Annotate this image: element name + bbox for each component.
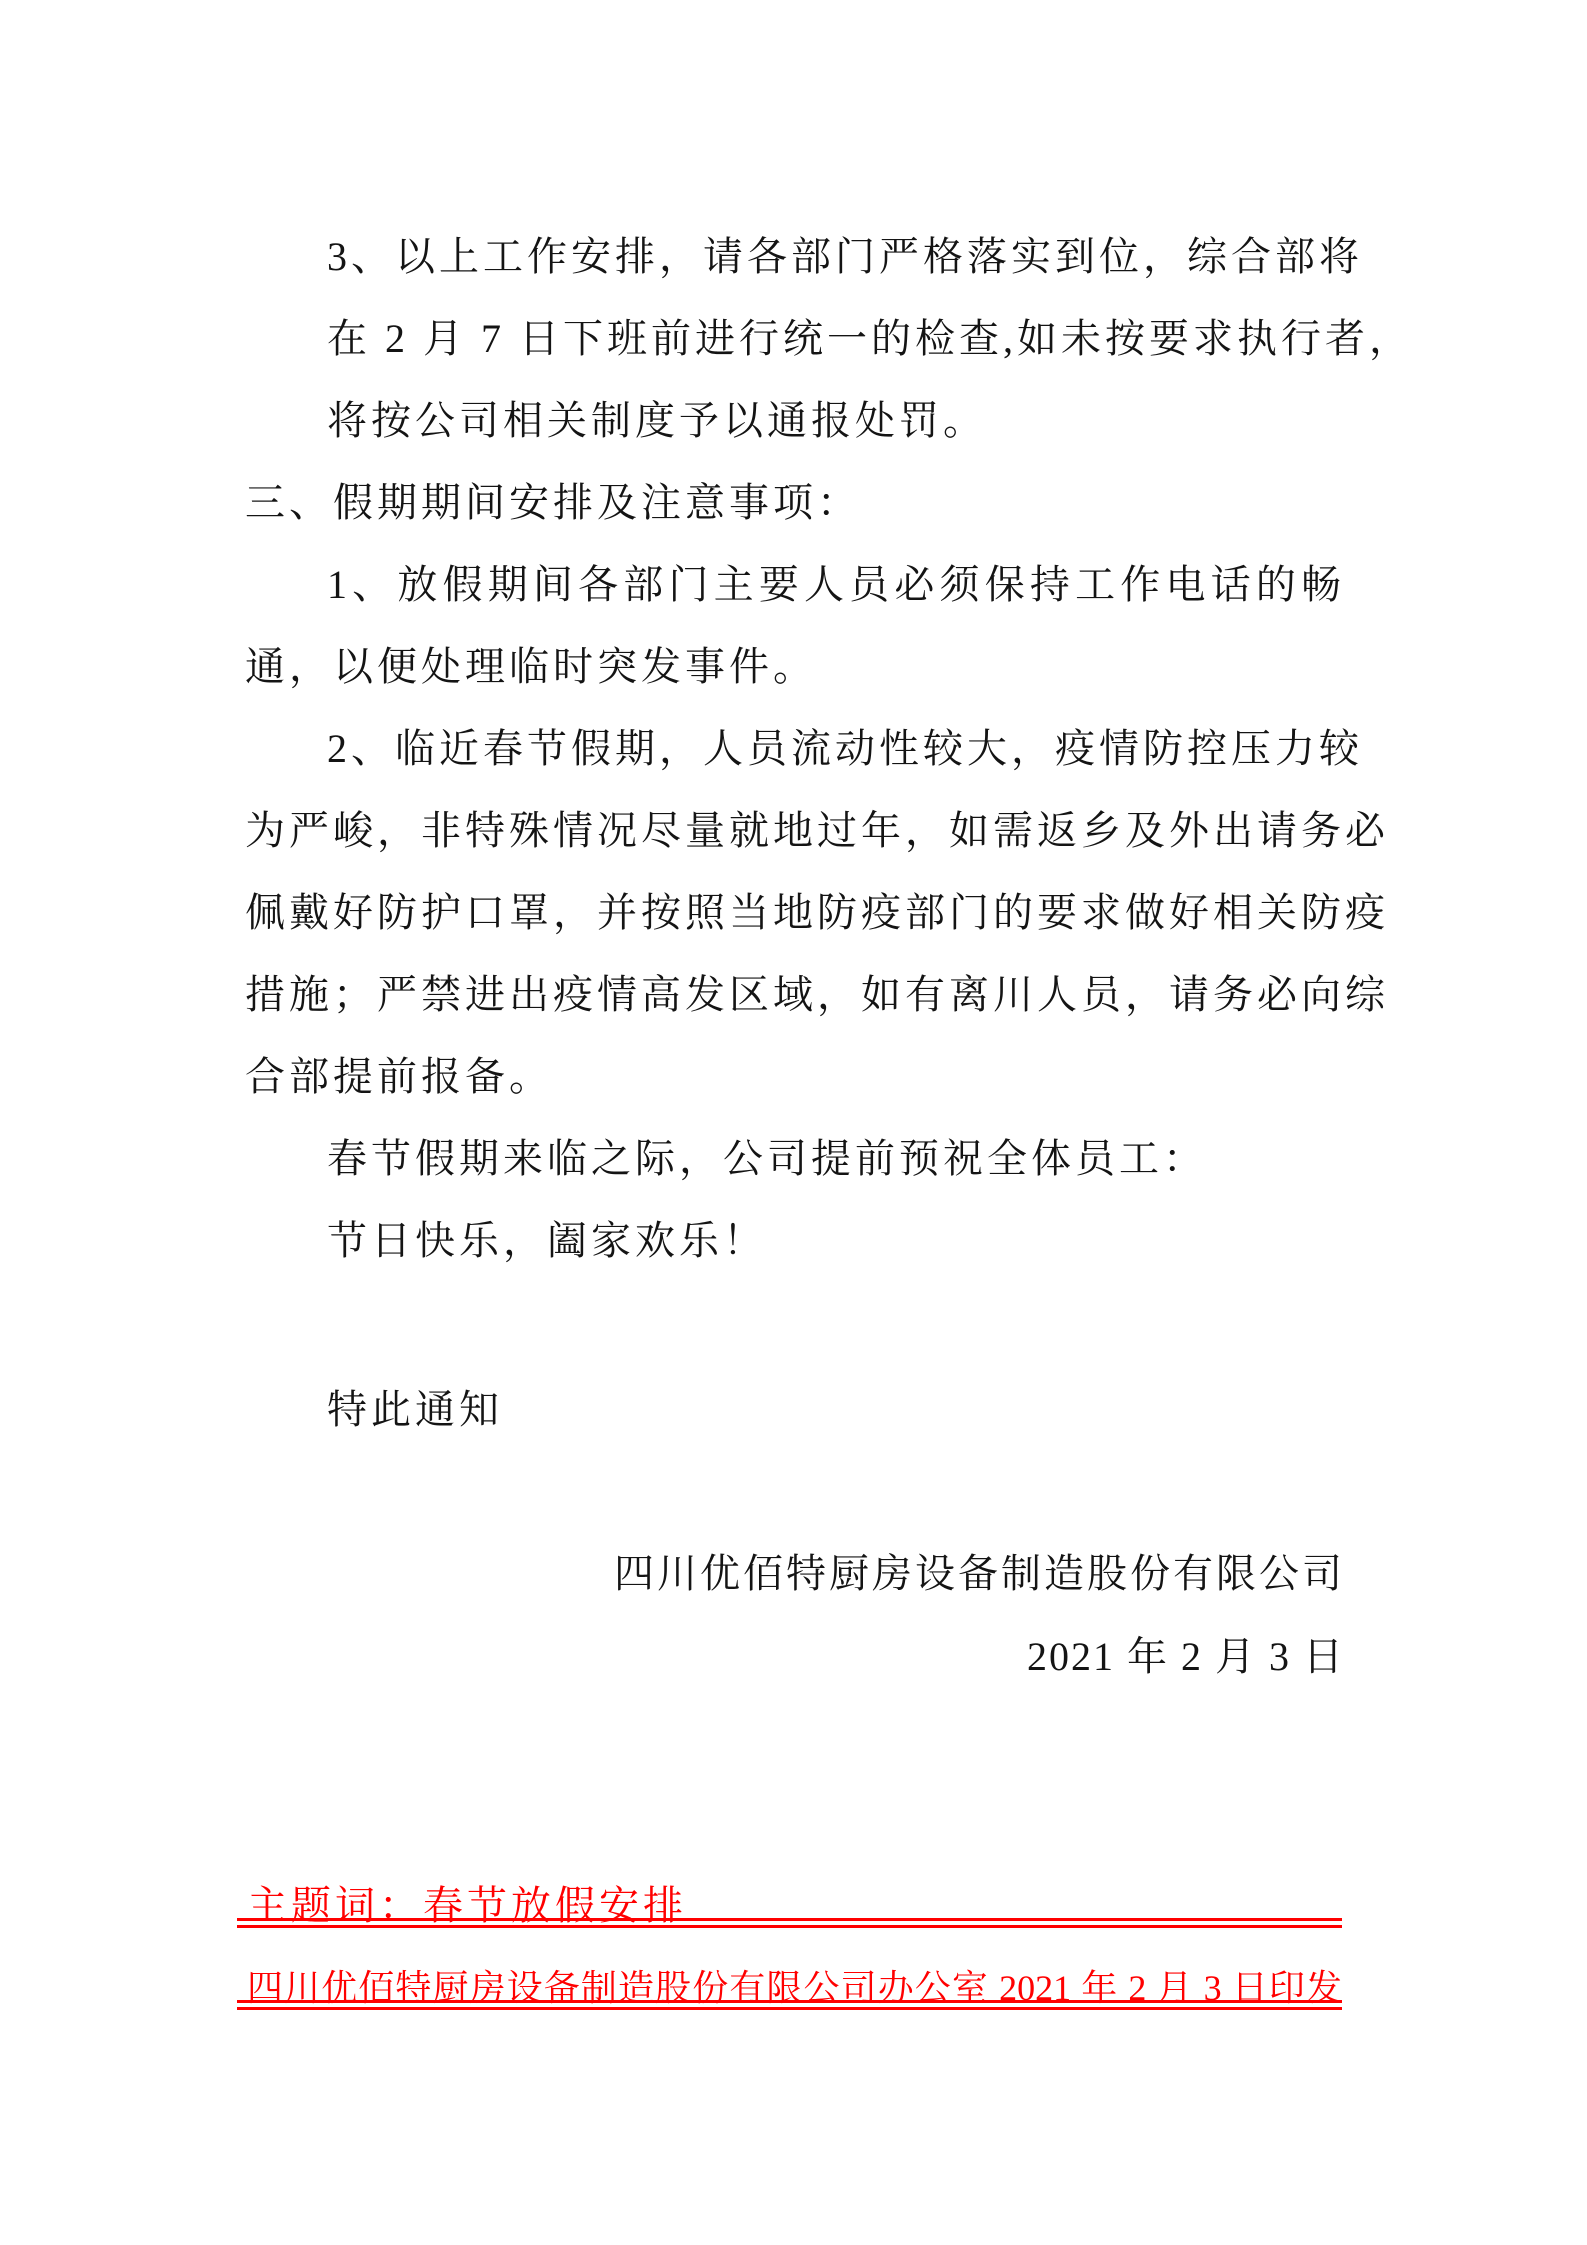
body-line: 将按公司相关制度予以通报处罚。 bbox=[327, 398, 987, 443]
closing-line: 特此通知 bbox=[327, 1387, 503, 1432]
notice-body bbox=[245, 216, 1413, 1282]
issue-info-line: 四川优佰特厨房设备制造股份有限公司办公室 2021 年 2 月 3 日印发 bbox=[237, 1960, 1342, 2010]
body-line: 佩戴好防护口罩，并按照当地防疫部门的要求做好相关防疫 bbox=[245, 890, 1389, 935]
body-line: 为严峻，非特殊情况尽量就地过年，如需返乡及外出请务必 bbox=[245, 808, 1389, 853]
body-line: 通，以便处理临时突发事件。 bbox=[245, 644, 817, 689]
body-line: 春节假期来临之际，公司提前预祝全体员工： bbox=[327, 1136, 1207, 1181]
body-line: 措施；严禁进出疫情高发区域，如有离川人员，请务必向综 bbox=[245, 972, 1389, 1017]
body-line: 2、临近春节假期，人员流动性较大，疫情防控压力较 bbox=[327, 726, 1363, 771]
body-line: 节日快乐，阖家欢乐！ bbox=[327, 1218, 767, 1263]
body-line: 1、放假期间各部门主要人员必须保持工作电话的畅 bbox=[327, 562, 1345, 607]
subject-keywords-line: 主题词：春节放假安排 bbox=[237, 1878, 1342, 1928]
section-heading-line: 三、假期期间安排及注意事项： bbox=[245, 480, 861, 525]
body-line: 在 2 月 7 日下班前进行统一的检查,如未按要求执行者， bbox=[327, 316, 1413, 361]
body-line: 3、以上工作安排，请各部门严格落实到位，综合部将 bbox=[327, 234, 1363, 279]
signature-company-name: 四川优佰特厨房设备制造股份有限公司 bbox=[614, 1551, 1345, 1596]
body-line: 合部提前报备。 bbox=[245, 1054, 553, 1099]
signature-date: 2021 年 2 月 3 日 bbox=[1027, 1634, 1345, 1679]
